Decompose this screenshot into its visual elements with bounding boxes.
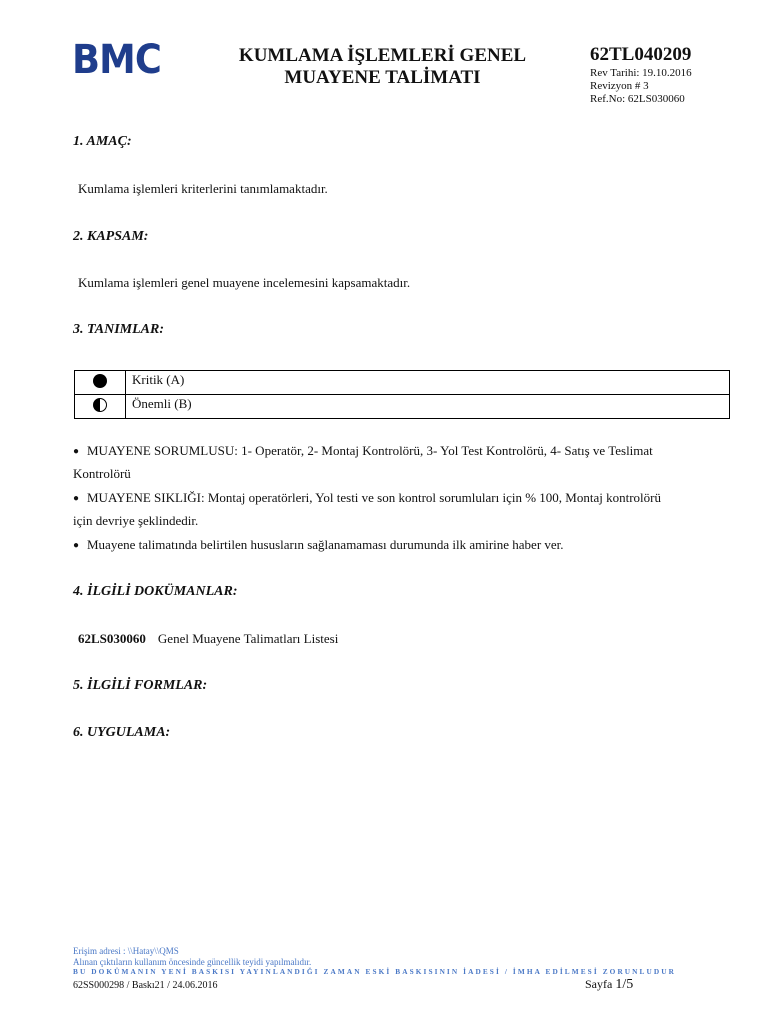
related-document-name: Genel Muayene Talimatları Listesi <box>157 631 339 646</box>
bullet-continuation: için devriye şeklindedir. <box>73 513 199 528</box>
title-line-1: KUMLAMA İŞLEMLERİ GENEL <box>238 45 527 66</box>
section-kapsam-heading: 2. KAPSAM: <box>73 229 149 244</box>
bullet-icon: ● <box>73 493 80 504</box>
section-ilgili-dokumanlar-heading: 4. İLGİLİ DOKÜMANLAR: <box>73 584 238 599</box>
section-tanimlar-heading: 3. TANIMLAR: <box>73 322 165 337</box>
footer-doc-reference: 62SS000298 / Baskı21 / 24.06.2016 <box>73 980 218 991</box>
definition-symbol-cell <box>75 371 126 395</box>
page-label: Sayfa <box>585 977 613 991</box>
footer-access-address: Erişim adresi : \\Hatay\\QMS <box>73 946 179 956</box>
filled-circle-icon <box>93 374 107 388</box>
definitions-table <box>74 370 730 419</box>
bullet-item <box>73 486 733 510</box>
footer-validity-note: Alınan çıktıların kullanım öncesinde güncellik teyidi yapılmalıdır. <box>73 957 312 967</box>
page-number: 1/5 <box>615 977 634 992</box>
document-code: 62TL040209 <box>590 44 692 65</box>
title-line-2: MUAYENE TALİMATI <box>284 67 481 88</box>
definition-label: Önemli (B) <box>126 395 730 419</box>
definition-row <box>75 395 730 419</box>
bullet-text: MUAYENE SIKLIĞI: Montaj operatörleri, Yol testi ve son kontrol sorumluları için % 100, Montaj kontrolörü <box>87 490 661 505</box>
bullet-item <box>73 533 733 557</box>
definition-label: Kritik (A) <box>126 371 730 395</box>
page-indicator <box>585 977 633 993</box>
half-circle-icon <box>93 398 107 412</box>
document-title <box>200 45 565 89</box>
rev-date: Rev Tarihi: 19.10.2016 <box>590 67 692 79</box>
related-document <box>78 631 338 647</box>
section-amac-text: Kumlama işlemleri kriterlerini tanımlamaktadır. <box>78 181 328 196</box>
related-document-code: 62LS030060 <box>78 631 146 646</box>
bullet-text: MUAYENE SORUMLUSU: 1- Operatör, 2- Montaj Kontrolörü, 3- Yol Test Kontrolörü, 4- Satış ve Teslimat <box>87 443 653 458</box>
definition-row <box>75 371 730 395</box>
bullet-item <box>73 439 733 463</box>
section-amac-heading: 1. AMAÇ: <box>73 134 132 149</box>
bmc-logo: BMC <box>72 37 161 83</box>
bullet-continuation: Kontrolörü <box>73 466 131 481</box>
bullet-icon: ● <box>73 540 80 551</box>
bullet-icon: ● <box>73 446 80 457</box>
section-uygulama-heading: 6. UYGULAMA: <box>73 725 171 740</box>
definition-symbol-cell <box>75 395 126 419</box>
bullet-text: Muayene talimatında belirtilen hususların sağlanamaması durumunda ilk amirine haber ver. <box>87 537 564 552</box>
revision-number: Revizyon # 3 <box>590 80 649 92</box>
section-kapsam-text: Kumlama işlemleri genel muayene incelemesini kapsamaktadır. <box>78 275 411 290</box>
ref-number: Ref.No: 62LS030060 <box>590 93 685 105</box>
section-ilgili-formlar-heading: 5. İLGİLİ FORMLAR: <box>73 678 208 693</box>
footer-notice: BU DOKÜMANIN YENİ BASKISI YAYINLANDIĞI ZAMAN ESKİ BASKISININ İADESİ / İMHA EDİLMESİ ZORUNLUDUR <box>73 967 676 976</box>
